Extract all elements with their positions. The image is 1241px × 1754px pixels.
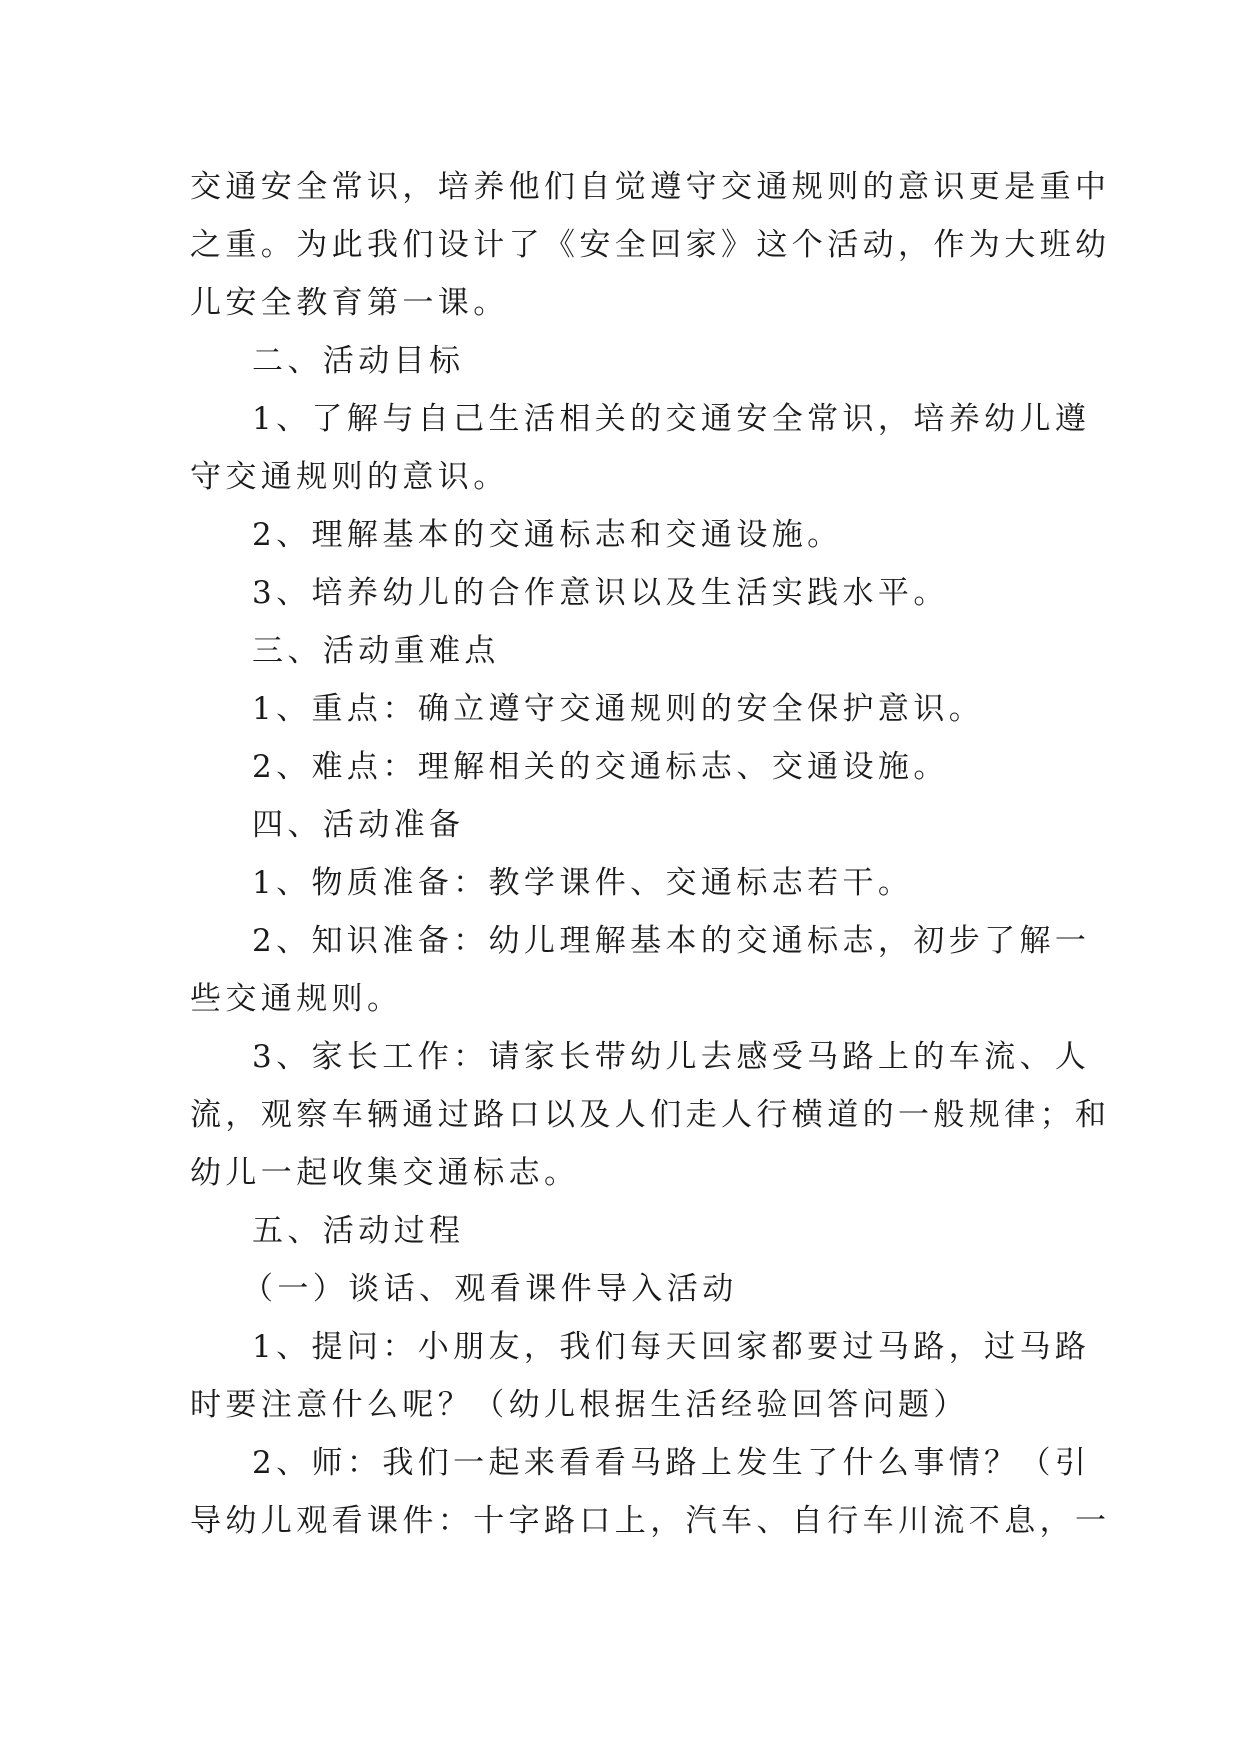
section-heading-key-points: 三、活动重难点 — [252, 633, 500, 669]
subsection-heading: （一）谈话、观看课件导入活动 — [242, 1271, 738, 1307]
list-item-continuation: 些交通规则。 — [190, 981, 403, 1017]
list-item: 2、理解基本的交通标志和交通设施。 — [252, 517, 843, 553]
paragraph-line: 儿安全教育第一课。 — [190, 285, 509, 321]
list-item: 2、知识准备：幼儿理解基本的交通标志，初步了解一 — [252, 923, 1091, 959]
list-item: 1、重点：确立遵守交通规则的安全保护意识。 — [252, 691, 985, 727]
list-item-continuation: 幼儿一起收集交通标志。 — [190, 1155, 580, 1191]
paragraph-line: 之重。为此我们设计了《安全回家》这个活动，作为大班幼 — [190, 227, 1111, 263]
list-item-continuation: 流，观察车辆通过路口以及人们走人行横道的一般规律；和 — [190, 1097, 1111, 1133]
section-heading-goals: 二、活动目标 — [252, 343, 465, 379]
list-item: 3、家长工作：请家长带幼儿去感受马路上的车流、人 — [252, 1039, 1091, 1075]
list-item: 2、难点：理解相关的交通标志、交通设施。 — [252, 749, 949, 785]
section-heading-preparation: 四、活动准备 — [252, 807, 465, 843]
list-item: 1、了解与自己生活相关的交通安全常识，培养幼儿遵 — [252, 401, 1091, 437]
list-item-continuation: 守交通规则的意识。 — [190, 459, 509, 495]
list-item: 3、培养幼儿的合作意识以及生活实践水平。 — [252, 575, 949, 611]
paragraph-line: 交通安全常识，培养他们自觉遵守交通规则的意识更是重中 — [190, 169, 1111, 205]
document-body — [190, 158, 1111, 1550]
list-item-continuation: 导幼儿观看课件：十字路口上，汽车、自行车川流不息，一 — [190, 1503, 1111, 1539]
list-item: 1、提问：小朋友，我们每天回家都要过马路，过马路 — [252, 1329, 1091, 1365]
list-item-continuation: 时要注意什么呢？（幼儿根据生活经验回答问题） — [190, 1387, 969, 1423]
list-item: 1、物质准备：教学课件、交通标志若干。 — [252, 865, 914, 901]
list-item: 2、师：我们一起来看看马路上发生了什么事情？（引 — [252, 1445, 1091, 1481]
section-heading-process: 五、活动过程 — [252, 1213, 465, 1249]
